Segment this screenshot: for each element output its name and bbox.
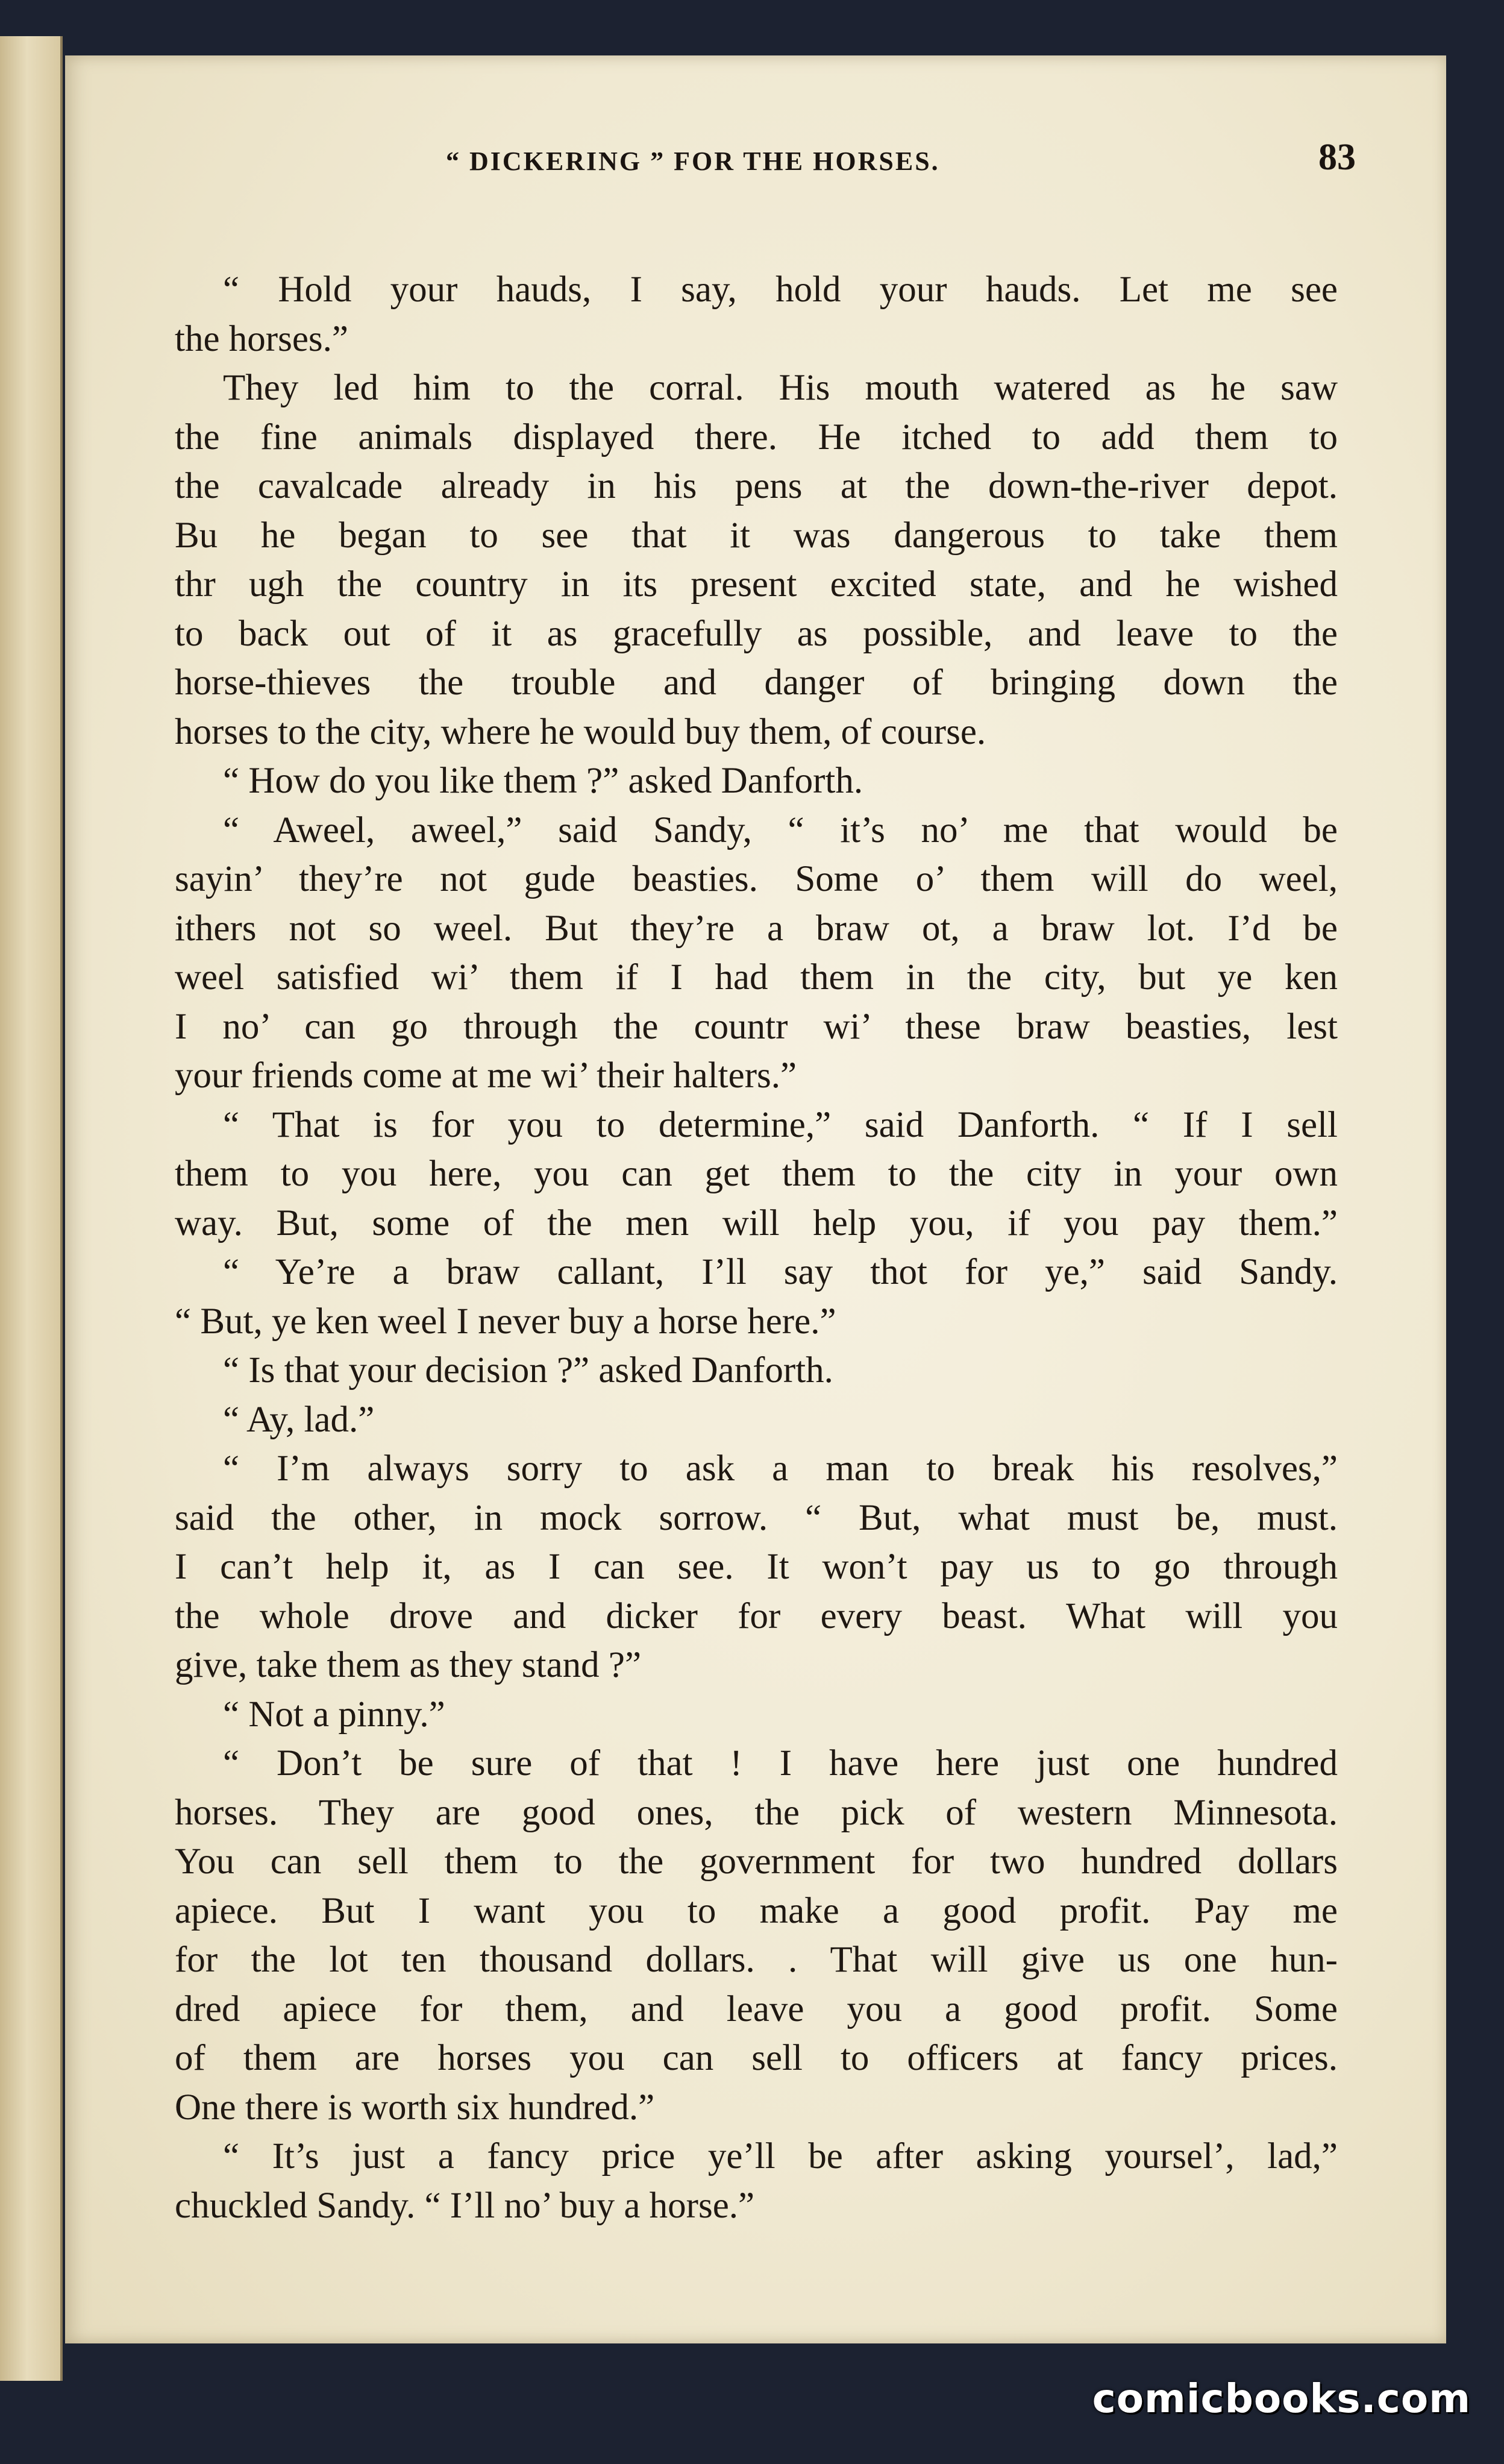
- text-line: “ Hold your hauds, I say, hold your hauds. Let me see: [223, 269, 1338, 310]
- text-line: the horses.”: [175, 318, 348, 359]
- page-number: 83: [1318, 137, 1356, 178]
- text-line: “ It’s just a fancy price ye’ll be after asking yoursel’, lad,”: [223, 2136, 1338, 2176]
- text-line: “ That is for you to determine,” said Danforth. “ If I sell: [223, 1104, 1338, 1145]
- text-line: “ How do you like them ?” asked Danforth.: [223, 761, 863, 801]
- text-line: “ Ye’re a braw callant, I’ll say thot for ye,” said Sandy.: [223, 1252, 1338, 1292]
- text-line: said the other, in mock sorrow. “ But, what must be, must.: [175, 1497, 1338, 1538]
- text-line: of them are horses you can sell to officers at fancy prices.: [175, 2038, 1338, 2078]
- text-line: They led him to the corral. His mouth watered as he saw: [223, 368, 1338, 408]
- text-line: your friends come at me wi’ their halters.”: [175, 1055, 797, 1096]
- text-line: to back out of it as gracefully as possible, and leave to the: [175, 613, 1338, 654]
- text-line: I no’ can go through the countr wi’ these braw beasties, lest: [175, 1006, 1338, 1047]
- text-line: I can’t help it, as I can see. It won’t pay us to go through: [175, 1547, 1338, 1587]
- text-line: “ Is that your decision ?” asked Danforth.: [223, 1350, 833, 1391]
- text-line: “ Aweel, aweel,” said Sandy, “ it’s no’ me that would be: [223, 809, 1338, 850]
- text-line: apiece. But I want you to make a good profit. Pay me: [175, 1890, 1338, 1931]
- text-line: them to you here, you can get them to the city in your own: [175, 1154, 1338, 1194]
- text-line: the fine animals displayed there. He itched to add them to: [175, 416, 1338, 457]
- text-line: horses. They are good ones, the pick of western Minnesota.: [175, 1792, 1338, 1833]
- text-line: way. But, some of the men will help you, if you pay them.”: [175, 1202, 1338, 1243]
- text-line: You can sell them to the government for two hundred dollars: [175, 1841, 1338, 1882]
- text-line: Bu he began to see that it was dangerous to take them: [175, 515, 1338, 556]
- text-line: chuckled Sandy. “ I’ll no’ buy a horse.”: [175, 2185, 755, 2226]
- text-line: give, take them as they stand ?”: [175, 1645, 642, 1685]
- site-watermark: comicbooks.com: [1092, 2375, 1471, 2422]
- text-line: weel satisfied wi’ them if I had them in the city, but ye ken: [175, 957, 1338, 998]
- text-line: “ Don’t be sure of that ! I have here just one hundred: [223, 1743, 1338, 1784]
- text-line: ithers not so weel. But they’re a braw ot, a braw lot. I’d be: [175, 908, 1338, 949]
- text-line: dred apiece for them, and leave you a good profit. Some: [175, 1988, 1338, 2029]
- text-line: the cavalcade already in his pens at the down-the-river depot.: [175, 466, 1338, 506]
- text-line: “ But, ye ken weel I never buy a horse here.”: [175, 1301, 836, 1342]
- page-header: [380, 133, 1356, 193]
- text-line: “ Not a pinny.”: [223, 1694, 445, 1735]
- text-line: horse-thieves the trouble and danger of bringing down the: [175, 662, 1338, 703]
- text-line: One there is worth six hundred.”: [175, 2087, 655, 2128]
- text-line: for the lot ten thousand dollars. . That will give us one hun-: [175, 1940, 1338, 1980]
- text-line: sayin’ they’re not gude beasties. Some o’ them will do weel,: [175, 859, 1338, 899]
- running-title: “ DICKERING ” FOR THE HORSES.: [446, 146, 940, 176]
- text-line: “ I’m always sorry to ask a man to break his resolves,”: [223, 1448, 1338, 1489]
- text-line: “ Ay, lad.”: [223, 1399, 375, 1440]
- text-line: thr ugh the country in its present excited state, and he wished: [175, 564, 1338, 605]
- text-line: horses to the city, where he would buy them, of course.: [175, 711, 986, 752]
- adjacent-page-edge: [0, 36, 63, 2381]
- text-line: the whole drove and dicker for every beast. What will you: [175, 1595, 1338, 1636]
- body-text: [175, 265, 1338, 2230]
